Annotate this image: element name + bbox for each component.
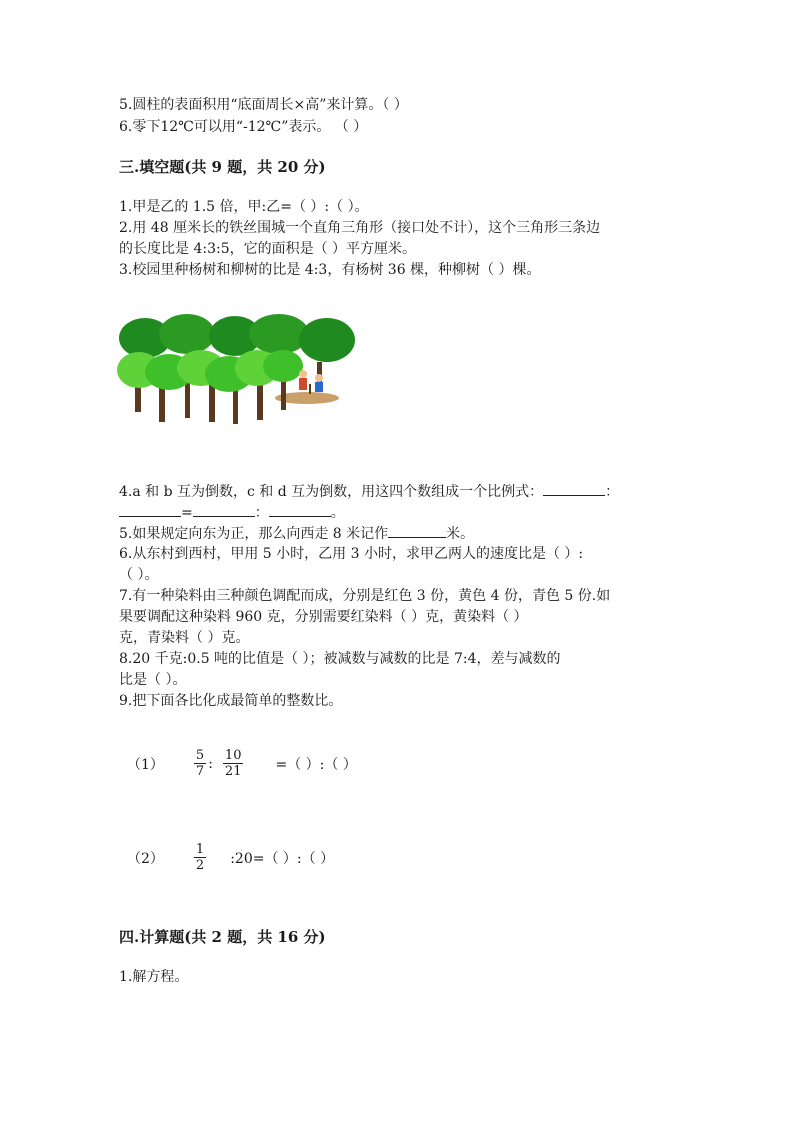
answer-blank[interactable] [119, 502, 181, 517]
fill-q8-line1: 8.20 千克:0.5 吨的比值是（ ）；被减数与减数的比是 7:4，差与减数的 [119, 651, 561, 667]
answer-blank[interactable] [193, 502, 255, 517]
calc-q1: 1.解方程。 [119, 969, 189, 985]
fill-q8-line2: 比是（ ）。 [119, 672, 187, 688]
expr1-answer: =（ ）:（ ） [275, 756, 357, 773]
tree-canopies-back [119, 314, 355, 362]
fill-q9: 9.把下面各比化成最简单的整数比。 [119, 693, 343, 709]
expr1-label: （1） [127, 756, 164, 773]
forest-illustration [117, 312, 359, 438]
fill-q7-line3: 克，青染料（ ）克。 [119, 630, 250, 646]
ratio-expression-2 [127, 842, 334, 873]
fill-q4-colon: ： [605, 484, 620, 500]
expr1-colon: : [208, 755, 213, 772]
judge-q5: 5.圆柱的表面积用“底面周长×高”来计算。（ ） [119, 97, 408, 113]
fill-q5-unit: 米。 [446, 526, 475, 542]
fill-q3: 3.校园里种杨树和柳树的比是 4:3，有杨树 36 棵，种柳树（ ）棵。 [119, 262, 541, 278]
fill-q4-line1 [119, 481, 619, 502]
answer-blank[interactable] [543, 481, 605, 496]
expr2-label: （2） [127, 850, 164, 867]
fill-q7-line2: 果要调配这种染料 960 克，分别需要红染料（ ）克，黄染料（ ） [119, 609, 528, 625]
fill-q5 [119, 523, 474, 544]
expr2-answer: :20=（ ）:（ ） [230, 850, 335, 867]
fill-q4-text: 4.a 和 b 互为倒数，c 和 d 互为倒数，用这四个数组成一个比例式： [119, 484, 544, 500]
fill-q1: 1.甲是乙的 1.5 倍，甲:乙=（ ）:（ ）。 [119, 199, 369, 215]
fill-q5-text: 5.如果规定向东为正，那么向西走 8 米记作 [119, 526, 389, 542]
judge-q6: 6.零下12℃可以用“-12℃”表示。 （ ） [119, 119, 368, 135]
fill-q6-line2: （ ）。 [119, 567, 159, 583]
ratio-expression-1 [127, 748, 357, 779]
fill-q4-eq: = [181, 505, 193, 521]
answer-blank[interactable] [388, 523, 446, 538]
fill-q4-end: 。 [330, 505, 345, 521]
fill-q7-line1: 7.有一种染料由三种颜色调配而成，分别是红色 3 份，黄色 4 份，青色 5 份.如 [119, 588, 611, 604]
fill-q4-line2 [119, 502, 345, 523]
fraction-10-21: $\frac{10}{21}$ [224, 748, 242, 779]
section3-heading: 三.填空题(共 9 题，共 20 分) [119, 158, 326, 176]
answer-blank[interactable] [269, 502, 331, 517]
fill-q2-line2: 的长度比是 4:3:5，它的面积是（ ）平方厘米。 [119, 241, 417, 257]
section4-heading: 四.计算题(共 2 题，共 16 分) [119, 928, 326, 946]
fill-q4-colon2: ： [254, 505, 269, 521]
fraction-5-7: $\frac{5}{7}$ [195, 748, 205, 779]
fill-q2-line1: 2.用 48 厘米长的铁丝围城一个直角三角形（接口处不计），这个三角形三条边 [119, 220, 601, 236]
fraction-1-2: $\frac{1}{2}$ [195, 842, 205, 873]
fill-q6-line1: 6.从东村到西村，甲用 5 小时，乙用 3 小时，求甲乙两人的速度比是（ ）: [119, 546, 584, 562]
